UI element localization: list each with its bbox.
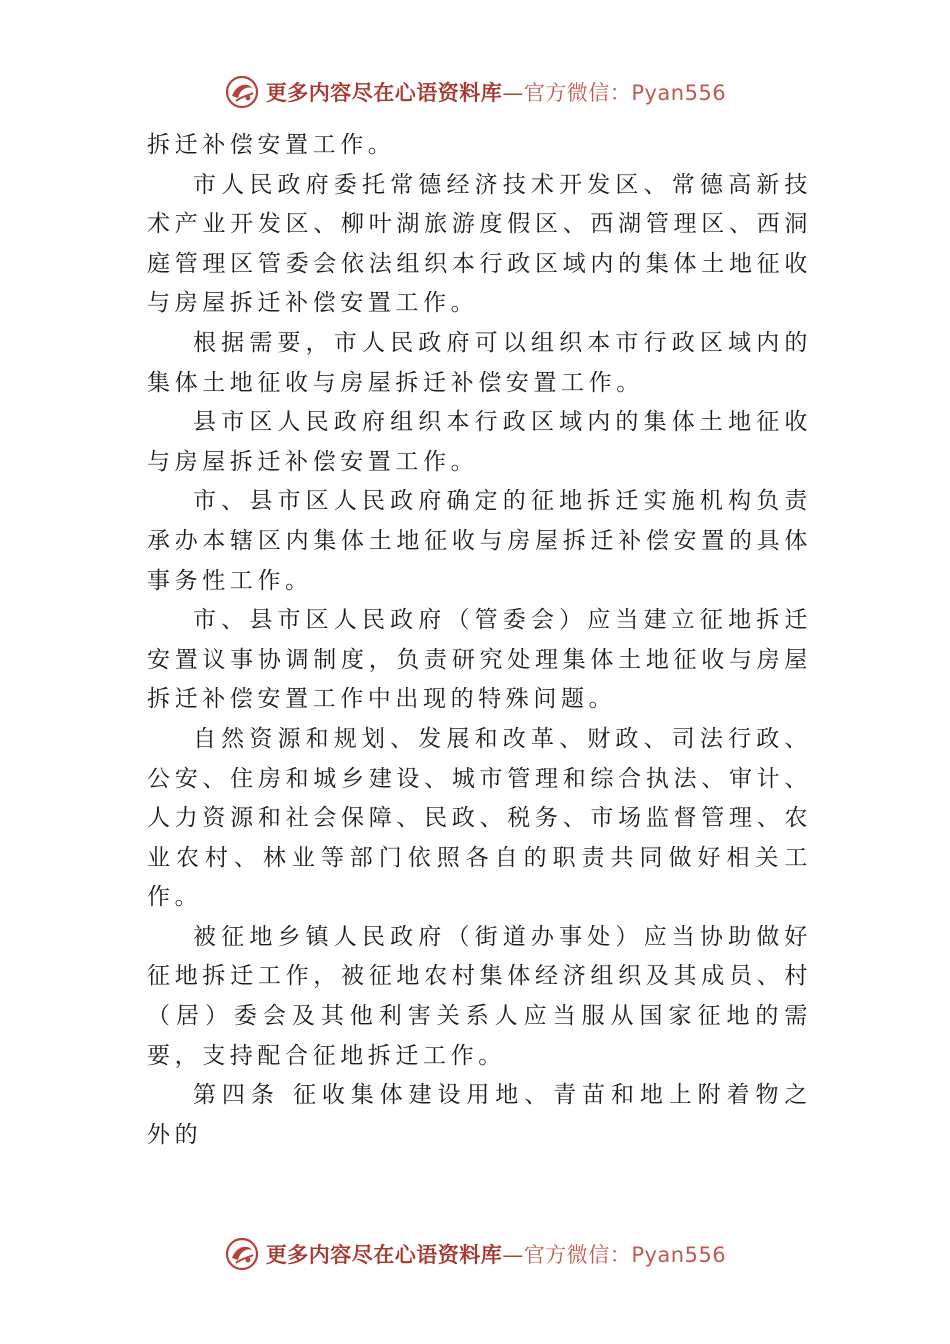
watermark-main: 更多内容尽在心语资料库: [265, 81, 503, 105]
watermark-wechat-label: 官方微信：: [523, 1243, 632, 1267]
paragraph: 自然资源和规划、发展和改革、财政、司法行政、公安、住房和城乡建设、城市管理和综合执法、审计、人力资源和社会保障、民政、税务、市场监督管理、农业农村、林业等部门依照各自的职责共同做好相关工作。: [147, 725, 812, 911]
footer-watermark: [0, 1232, 950, 1276]
paragraph: 市、县市区人民政府（管委会）应当建立征地拆迁安置议事协调制度，负责研究处理集体土地征收与房屋拆迁补偿安置工作中出现的特殊问题。: [147, 607, 812, 713]
header-watermark: [0, 70, 950, 114]
watermark-text: [266, 77, 726, 107]
paragraph: 县市区人民政府组织本行政区域内的集体土地征收与房屋拆迁补偿安置工作。: [147, 409, 812, 475]
paragraph: 被征地乡镇人民政府（街道办事处）应当协助做好征地拆迁工作，被征地农村集体经济组织及其成员、村（居）委会及其他利害关系人应当服从国家征地的需要，支持配合征地拆迁工作。: [147, 923, 812, 1069]
watermark-dash: —: [502, 81, 524, 105]
watermark-wechat-id: Pyan556: [631, 1243, 727, 1267]
watermark-main: 更多内容尽在心语资料库: [265, 1243, 503, 1267]
swirl-logo-icon: [224, 74, 260, 110]
watermark-wechat-label: 官方微信：: [523, 81, 632, 105]
paragraph: 市、县市区人民政府确定的征地拆迁实施机构负责承办本辖区内集体土地征收与房屋拆迁补偿安置的具体事务性工作。: [147, 488, 812, 594]
paragraph: 根据需要，市人民政府可以组织本市行政区域内的集体土地征收与房屋拆迁补偿安置工作。: [147, 329, 812, 396]
watermark-dash: —: [502, 1243, 524, 1267]
watermark-text: [266, 1239, 726, 1269]
article-heading-paragraph: 第四条 征收集体建设用地、青苗和地上附着物之外的: [147, 1082, 812, 1148]
paragraph: 市人民政府委托常德经济技术开发区、常德高新技术产业开发区、柳叶湖旅游度假区、西湖管理区、西洞庭管理区管委会依法组织本行政区域内的集体土地征收与房屋拆迁补偿安置工作。: [147, 171, 812, 317]
document-body: [147, 126, 812, 1155]
watermark-wechat-id: Pyan556: [631, 81, 727, 105]
paragraph-continuation: 拆迁补偿安置工作。: [147, 132, 396, 158]
swirl-logo-icon: [224, 1236, 260, 1272]
